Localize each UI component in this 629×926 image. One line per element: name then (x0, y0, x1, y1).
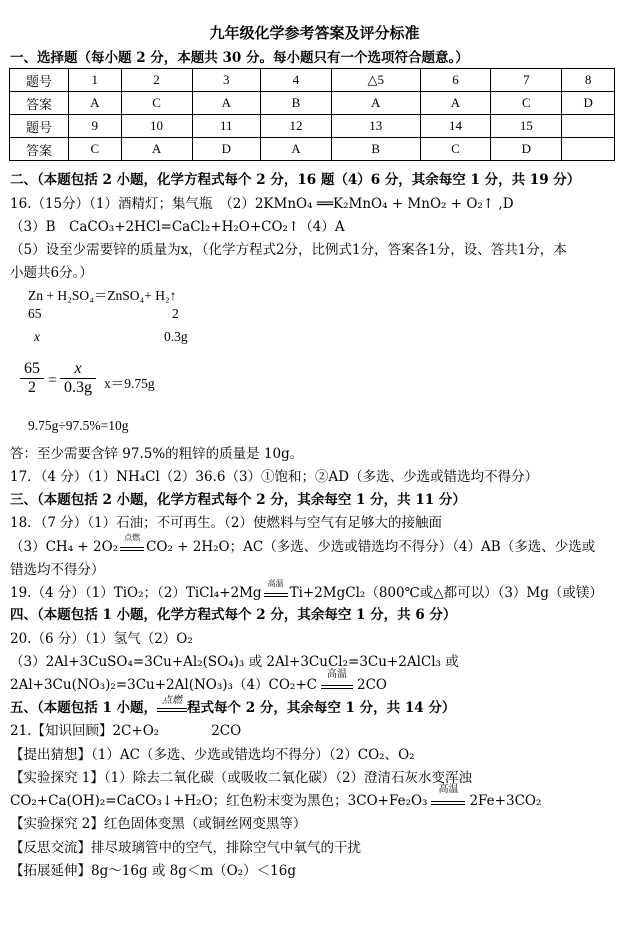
table-cell: △5 (331, 69, 420, 92)
fraction-denominator: 0.3g (64, 379, 92, 396)
row-header-cell: 答案 (10, 92, 69, 115)
q19-line (10, 581, 603, 601)
table-cell: 2 (121, 69, 192, 92)
table-cell: 6 (420, 69, 491, 92)
fraction-65-over-2 (20, 360, 44, 397)
table-cell: A (331, 92, 420, 115)
q16-unknown-x: x (34, 329, 40, 344)
table-cell: C (121, 92, 192, 115)
q21-high-temp-arrow (431, 784, 465, 805)
table-cell: 11 (192, 115, 261, 138)
q18-line-2 (10, 535, 595, 555)
section-1-heading: 一、选择题（每小题 2 分，本题共 30 分。每小题只有一个选项符合题意。） (10, 50, 469, 66)
section-4-heading: 四、（本题包括 1 小题，化学方程式每个 2 分，其余每空 1 分，共 6 分） (10, 607, 457, 623)
section-5-heading (10, 696, 455, 716)
section-5-heading-end: 程式每个 2 分，其余每空 1 分，共 14 分） (187, 700, 456, 716)
q21-line-1 (10, 719, 241, 739)
q16-mass-2: 2 (172, 306, 179, 321)
table-cell: C (69, 138, 122, 161)
q21-equation-a: CO₂+Ca(OH)₂=CaCO₃↓+H₂O；红色粉末变为黑色；3CO+Fe₂O₃ (10, 793, 428, 809)
q21-line-5: 【实验探究 2】红色固体变黑（或铜丝网变黑等） (10, 816, 307, 832)
table-cell: B (261, 92, 332, 115)
table-cell: A (261, 138, 332, 161)
q20-part-b: 2CO (357, 677, 387, 693)
fraction-numerator: x (60, 360, 96, 379)
q21-line-7: 【拓展延伸】8g～16g 或 8g＜m（O₂）＜16g (10, 863, 296, 879)
table-cell (562, 115, 615, 138)
table-cell: 15 (491, 115, 562, 138)
q16-calculation: 9.75g÷97.5%=10g (28, 418, 129, 433)
table-cell: C (491, 92, 562, 115)
q18-line-3: 错选均不得分） (10, 562, 105, 578)
section-5-condition-label: 点燃 (162, 695, 183, 706)
table-cell: A (192, 92, 261, 115)
table-cell: 1 (69, 69, 122, 92)
table-cell: 8 (562, 69, 615, 92)
q20-line-3 (10, 669, 387, 693)
q20-condition-label: 高温 (327, 669, 347, 680)
fraction-numerator: 65 (20, 360, 44, 379)
table-row (10, 92, 615, 115)
table-cell: 7 (491, 69, 562, 92)
row-header-cell: 答案 (10, 138, 69, 161)
q16-result-x: x＝9.75g (104, 376, 155, 391)
q17-line: 17．（4 分）（1）NH₄Cl（2）36.6（3）①饱和；②AD（多选、少选或错选均不得分） (10, 469, 539, 485)
q19-condition-label: 高温 (267, 579, 284, 588)
q20-part-a: 2Al+3Cu(NO₃)₂=3Cu+2Al(NO₃)₃（4）CO₂+C (10, 677, 317, 693)
q19-part-a: 19.（4 分）（1）TiO₂；（2）TiCl₄+2Mg (10, 585, 262, 601)
table-row (10, 138, 615, 161)
q18-condition-label: 点燃 (124, 533, 141, 542)
fraction-denominator: 2 (28, 379, 36, 396)
q21-line-3: 【实验探究 1】（1）除去二氧化碳（或吸收二氧化碳）（2）澄清石灰水变浑浊 (10, 770, 473, 786)
q18-methane-products: CO₂ + 2H₂O；AC（多选、少选或错选均不得分）（4）AB（多选、少选或 (146, 539, 596, 555)
row-header-cell: 题号 (10, 115, 69, 138)
row-header-cell: 题号 (10, 69, 69, 92)
table-cell: 9 (69, 115, 122, 138)
q21-line-2: 【提出猜想】（1）AC（多选、少选或错选均不得分）（2）CO₂、O₂ (10, 747, 415, 763)
q21-knowledge-review: 21.【知识回顾】2C+O₂ (10, 723, 160, 739)
q20-line-1: 20.（6 分）（1）氢气（2）O₂ (10, 631, 193, 647)
section-2-heading: 二、（本题包括 2 小题，化学方程式每个 2 分，16 题（4）6 分，其余每空 1 分，共 19 分） (10, 172, 581, 188)
q19-high-temp-arrow (264, 579, 288, 597)
section-5-ignition-arrow (157, 695, 187, 712)
table-cell: D (562, 92, 615, 115)
fraction-equals: = (48, 372, 58, 389)
q21-line-4 (10, 784, 542, 809)
q16-line-4: 小题共6分。） (10, 265, 93, 281)
q20-high-temp-arrow (321, 669, 353, 689)
table-cell: 3 (192, 69, 261, 92)
q16-line-1: 16.（15分）（1）酒精灯；集气瓶 （2）2KMnO₄ ══K₂MnO₄ + MnO₂ + O₂↑ ,D (10, 196, 514, 212)
table-cell: 14 (420, 115, 491, 138)
table-cell: B (331, 138, 420, 161)
q18-methane-reactants: （3）CH₄ + 2O₂ (10, 539, 119, 555)
table-cell: D (491, 138, 562, 161)
q16-line-2: （3）B CaCO₃+2HCl=CaCl₂+H₂O+CO₂↑（4）A (10, 219, 345, 235)
section-5-heading-start: 五、（本题包括 1 小题， (10, 700, 158, 716)
section-3-heading: 三、（本题包括 2 小题，化学方程式每个 2 分，其余每空 1 分，共 11 分） (10, 492, 466, 508)
table-cell (562, 138, 615, 161)
table-cell: 10 (121, 115, 192, 138)
q20-line-2: （3）2Al+3CuSO₄=3Cu+Al₂(SO₄)₃ 或 2Al+3CuCl₂=3Cu+2AlCl₃ 或 (10, 654, 459, 670)
table-cell: 13 (331, 115, 420, 138)
table-cell: 4 (261, 69, 332, 92)
q18-line-1: 18．（7 分）（1）石油；不可再生。（2）使燃料与空气有足够大的接触面 (10, 515, 442, 531)
answer-table (9, 68, 615, 161)
q16-answer: 答：至少需要含锌 97.5%的粗锌的质量是 10g。 (10, 446, 304, 462)
q21-equation-b: 2Fe+3CO₂ (469, 793, 542, 809)
q19-part-b: Ti+2MgCl₂（800℃或△都可以）（3）Mg（或镁） (289, 585, 603, 601)
q21-condition-label: 高温 (438, 784, 459, 795)
q21-co-product: 2CO (211, 723, 242, 739)
q16-mass-65: 65 (28, 306, 42, 321)
fraction-x-over-0-3g (60, 360, 96, 397)
table-cell: C (420, 138, 491, 161)
q16-zinc-equation: Zn + H₂SO₄＝ZnSO₄+ H₂↑ (28, 288, 177, 303)
q21-line-6: 【反思交流】排尽玻璃管中的空气，排除空气中氧气的干扰 (10, 840, 361, 856)
q16-mass-0-3g: 0.3g (164, 329, 188, 344)
table-row (10, 69, 615, 92)
table-cell: A (69, 92, 122, 115)
q16-line-3: （5）设至少需要锌的质量为x，（化学方程式2分，比例式1分，答案各1分，设、答共1分，本 (10, 242, 567, 258)
table-cell: A (121, 138, 192, 161)
table-cell: D (192, 138, 261, 161)
table-cell: A (420, 92, 491, 115)
table-row (10, 115, 615, 138)
q18-ignition-arrow (120, 533, 144, 551)
page-title: 九年级化学参考答案及评分标准 (209, 24, 420, 42)
table-cell: 12 (261, 115, 332, 138)
